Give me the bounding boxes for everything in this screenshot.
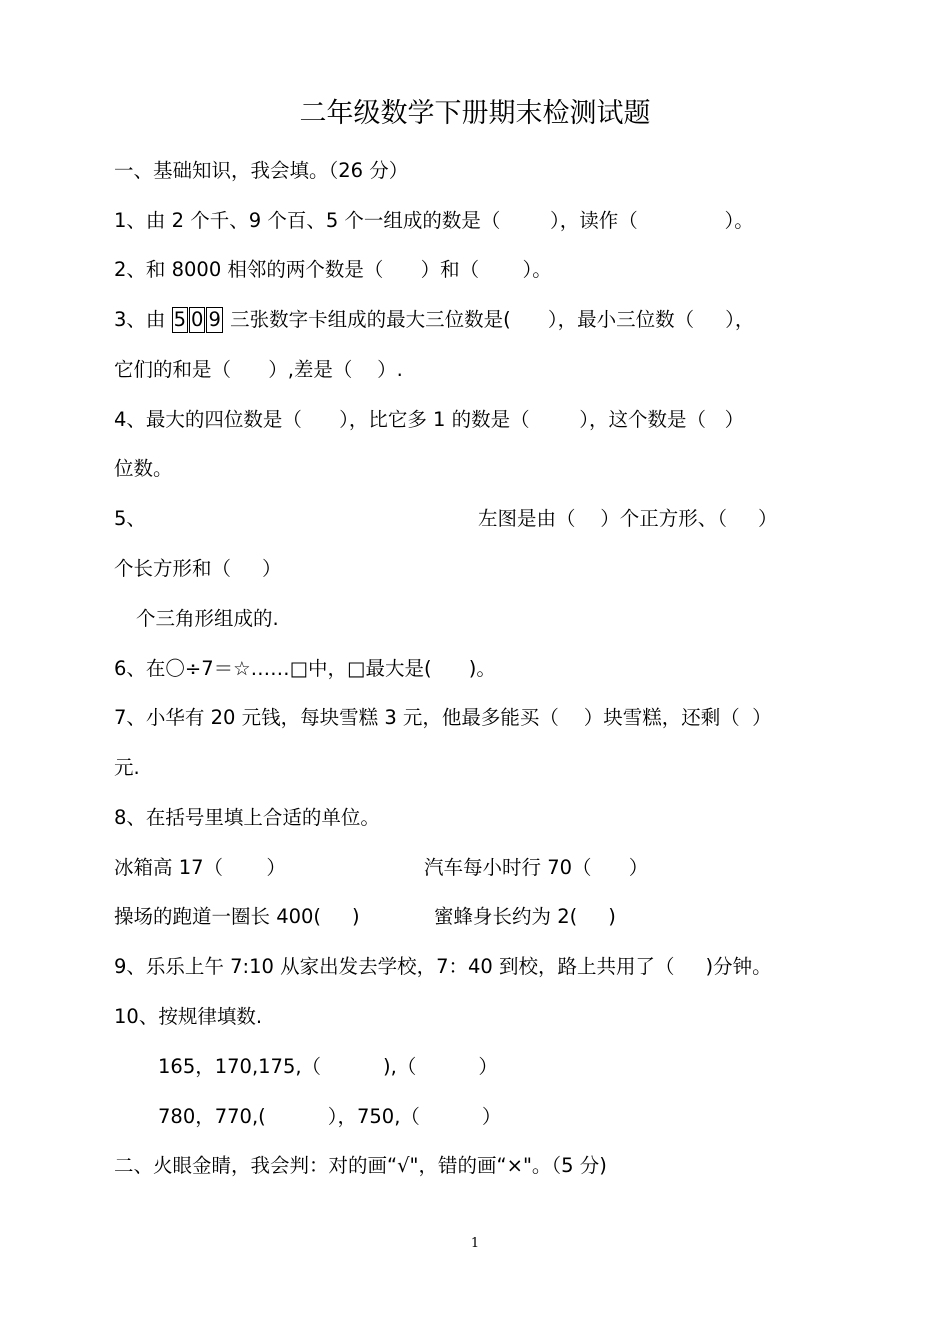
question-10: 10、按规律填数.: [114, 1005, 263, 1028]
question-5-line-3: 个三角形组成的.: [136, 607, 279, 630]
question-10-row-2: 780，770,( ），750,（ ）: [158, 1105, 502, 1128]
question-5-text: 左图是由（ ）个正方形、（ ）: [478, 507, 778, 530]
page-title: 二年级数学下册期末检测试题: [299, 98, 651, 129]
question-8: 8、在括号里填上合适的单位。: [114, 806, 380, 829]
question-10-row-1: 165，170,175,（ ),（ ）: [158, 1055, 498, 1078]
question-8-b: 汽车每小时行 70（ ）: [424, 856, 649, 879]
question-1: 1、由 2 个千、9 个百、5 个一组成的数是（ ），读作（ ）。: [114, 209, 754, 232]
question-3-prefix: 3、由: [114, 308, 172, 331]
question-3-line-2: 它们的和是（ ）,差是（ ）.: [114, 358, 403, 381]
question-2: 2、和 8000 相邻的两个数是（ ）和（ ）。: [114, 258, 552, 281]
question-6: 6、在〇÷7＝☆……□中，□最大是( )。: [114, 657, 496, 680]
question-4: 4、最大的四位数是（ ），比它多 1 的数是（ ），这个数是（ ）: [114, 408, 745, 431]
question-7: 7、小华有 20 元钱，每块雪糕 3 元，他最多能买（ ）块雪糕，还剩（ ）: [114, 706, 772, 729]
number-card-0: 0: [191, 308, 204, 331]
question-8-d: 蜜蜂身长约为 2( ): [434, 905, 616, 928]
section-1-heading: 一、基础知识，我会填。（26 分）: [114, 159, 409, 182]
question-8-c: 操场的跑道一圈长 400( ): [114, 905, 360, 928]
number-card-5: 5: [173, 308, 187, 331]
question-7-line-2: 元.: [114, 756, 140, 779]
question-5-label: 5、: [114, 507, 146, 530]
question-5-line-2: 个长方形和（ ）: [114, 557, 282, 580]
question-9: 9、乐乐上午 7:10 从家出发去学校，7：40 到校，路上共用了（ )分钟。: [114, 955, 772, 978]
question-3-suffix: 三张数字卡组成的最大三位数是( ），最小三位数（ ），: [223, 308, 755, 331]
number-card-9: 9: [208, 308, 221, 331]
question-3: [114, 307, 754, 333]
question-8-a: 冰箱高 17（ ）: [114, 856, 286, 879]
page-number: 1: [470, 1236, 480, 1251]
question-4-line-2: 位数。: [114, 457, 173, 480]
section-2-heading: 二、火眼金睛，我会判：对的画“√"，错的画“×"。（5 分): [114, 1154, 607, 1177]
